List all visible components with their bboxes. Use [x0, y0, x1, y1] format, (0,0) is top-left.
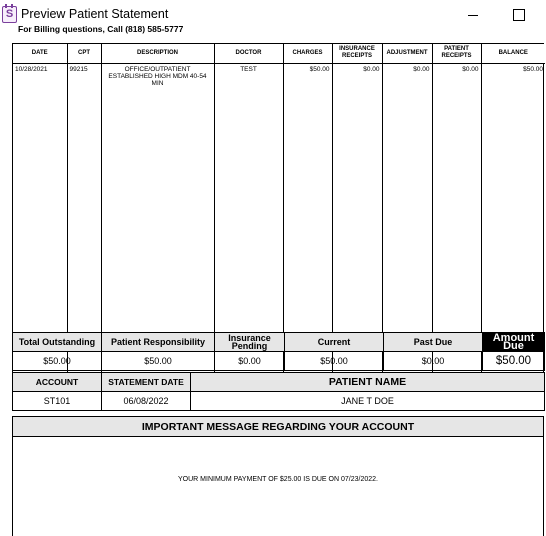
- ledger-header-insurance-receipts: INSURANCE RECEIPTS: [332, 44, 382, 63]
- cell-patient-receipts: $0.00: [432, 63, 481, 89]
- ledger-header-patient-receipts: PATIENT RECEIPTS: [432, 44, 481, 63]
- ledger-header-description: DESCRIPTION: [101, 44, 214, 63]
- ledger-header-date: DATE: [13, 44, 67, 63]
- ledger-table: [12, 43, 544, 381]
- patient-name-value: JANE T DOE: [191, 392, 545, 411]
- patient-responsibility-value: $50.00: [102, 352, 215, 371]
- cell-date: 10/28/2021: [13, 63, 67, 89]
- billing-contact-line: For Billing questions, Call (818) 585-5777: [18, 24, 184, 34]
- insurance-pending-value: $0.00: [215, 352, 285, 371]
- summary-header-past-due: Past Due: [384, 333, 483, 352]
- summary-header-patient-responsibility: Patient Responsibility: [102, 333, 215, 352]
- cell-insurance-receipts: $0.00: [332, 63, 382, 89]
- statement-app-icon: S: [2, 6, 17, 23]
- ledger-header-cpt: CPT: [67, 44, 101, 63]
- summary-value-row: [13, 352, 545, 371]
- current-value: $50.00: [285, 352, 384, 371]
- account-table: [12, 372, 545, 411]
- important-message-box: [12, 416, 544, 536]
- amount-due-value: $50.00: [483, 352, 545, 371]
- window-title: Preview Patient Statement: [21, 7, 169, 21]
- summary-header-insurance-pending: Insurance Pending: [215, 333, 285, 352]
- ledger-header-balance: BALANCE: [481, 44, 545, 63]
- statement-preview[interactable]: [0, 24, 546, 522]
- important-message-text: YOUR MINIMUM PAYMENT OF $25.00 IS DUE ON 07/23/2022.: [178, 476, 378, 483]
- important-message-title: IMPORTANT MESSAGE REGARDING YOUR ACCOUNT: [13, 417, 543, 437]
- account-value: ST101: [13, 392, 102, 411]
- cell-description: OFFICE/OUTPATIENT ESTABLISHED HIGH MDM 40-54 MIN: [101, 63, 214, 89]
- table-row: [13, 63, 545, 89]
- patient-name-header: PATIENT NAME: [191, 373, 545, 392]
- ledger-header-row: [13, 44, 545, 63]
- account-header: ACCOUNT: [13, 373, 102, 392]
- cell-cpt: 99215: [67, 63, 101, 89]
- minimize-button[interactable]: [452, 0, 496, 30]
- ledger-header-doctor: DOCTOR: [214, 44, 283, 63]
- cell-balance: $50.00: [481, 63, 545, 89]
- summary-header-total-outstanding: Total Outstanding: [13, 333, 102, 352]
- total-outstanding-value: $50.00: [13, 352, 102, 371]
- summary-header-current: Current: [285, 333, 384, 352]
- statement-date-header: STATEMENT DATE: [102, 373, 191, 392]
- account-value-row: [13, 392, 545, 411]
- summary-header-amount-due: Amount Due: [483, 333, 545, 352]
- cell-adjustment: $0.00: [382, 63, 432, 89]
- summary-table: [12, 332, 545, 371]
- ledger-header-adjustment: ADJUSTMENT: [382, 44, 432, 63]
- account-header-row: [13, 373, 545, 392]
- summary-header-row: [13, 333, 545, 352]
- cell-doctor: TEST: [214, 63, 283, 89]
- cell-charges: $50.00: [283, 63, 332, 89]
- past-due-value: $0.00: [384, 352, 483, 371]
- ledger-header-charges: CHARGES: [283, 44, 332, 63]
- statement-date-value: 06/08/2022: [102, 392, 191, 411]
- maximize-button[interactable]: [496, 0, 540, 30]
